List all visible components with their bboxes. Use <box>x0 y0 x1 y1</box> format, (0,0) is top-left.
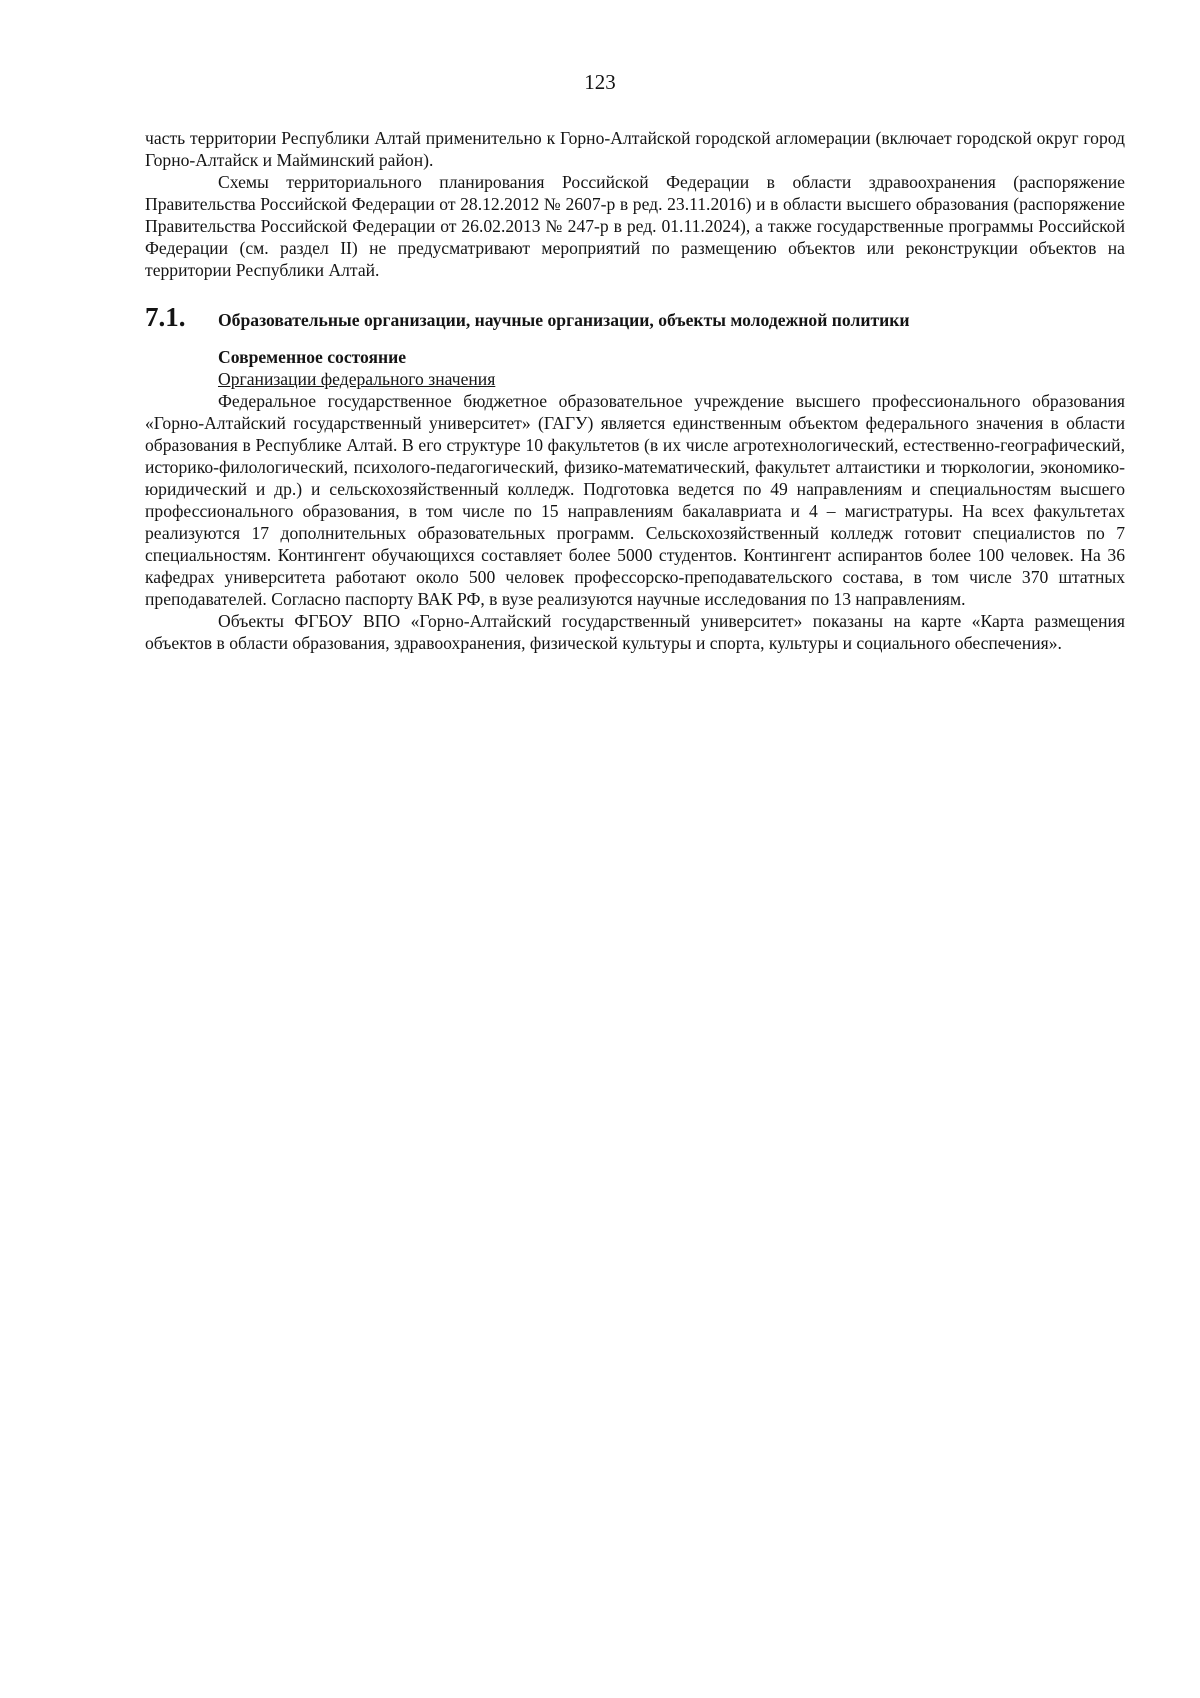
page-number: 123 <box>584 70 616 94</box>
section-number: 7.1. <box>145 302 186 332</box>
university-paragraph: Федеральное государственное бюджетное образовательное учреждение высшего профессионального образования «Горно-Алтайский государственный университет» (ГАГУ) является единственным объектом федерального значения в области образования в Республике Алтай. В его структуре 10 факультетов (в их числе агротехнологический, естественно-географический, историко-филологический, психолого-педагогический, физико-математический, факультет алтаистики и тюркологии, экономико-юридический и др.) и сельскохозяйственный колледж. Подготовка ведется по 49 направлениям и специальностям высшего профессионального образования, в том числе по 15 направлениям бакалавриата и 4 – магистратуры. На всех факультетах реализуются 17 дополнительных образовательных программ. Сельскохозяйственный колледж готовит специалистов по 7 специальностям. Контингент обучающихся составляет более 5000 студентов. Контингент аспирантов более 100 человек. На 36 кафедрах университета работают около 500 человек профессорско-преподавательского состава, в том числе 370 штатных преподавателей. Согласно паспорту ВАК РФ, в вузе реализуются научные исследования по 13 направлениям. <box>145 391 1125 609</box>
subheading-current-state: Современное состояние <box>218 347 407 367</box>
schemes-paragraph: Схемы территориального планирования Российской Федерации в области здравоохранения (распоряжение Правительства Российской Федерации от 28.12.2012 № 2607-р в ред. 23.11.2016) и в области высшего образования (распоряжение Правительства Российской Федерации от 26.02.2013 № 247-р в ред. 01.11.2024), а также государственные программы Российской Федерации (см. раздел II) не предусматривают мероприятий по размещению объектов или реконструкции объектов на территории Республики Алтай. <box>145 172 1125 280</box>
section-title: Образовательные организации, научные организации, объекты молодежной политики <box>218 310 910 330</box>
section-heading <box>145 302 1125 335</box>
map-reference-paragraph: Объекты ФГБОУ ВПО «Горно-Алтайский государственный университет» показаны на карте «Карта размещения объектов в области образования, здравоохранения, физической культуры и спорта, культуры и социального обеспечения». <box>145 611 1125 653</box>
document-body <box>145 127 1125 654</box>
subheading-federal-organizations: Организации федерального значения <box>218 369 496 389</box>
intro-continuation-paragraph: часть территории Республики Алтай применительно к Горно-Алтайской городской агломерации (включает городской округ город Горно-Алтайск и Майминский район). <box>145 128 1125 170</box>
